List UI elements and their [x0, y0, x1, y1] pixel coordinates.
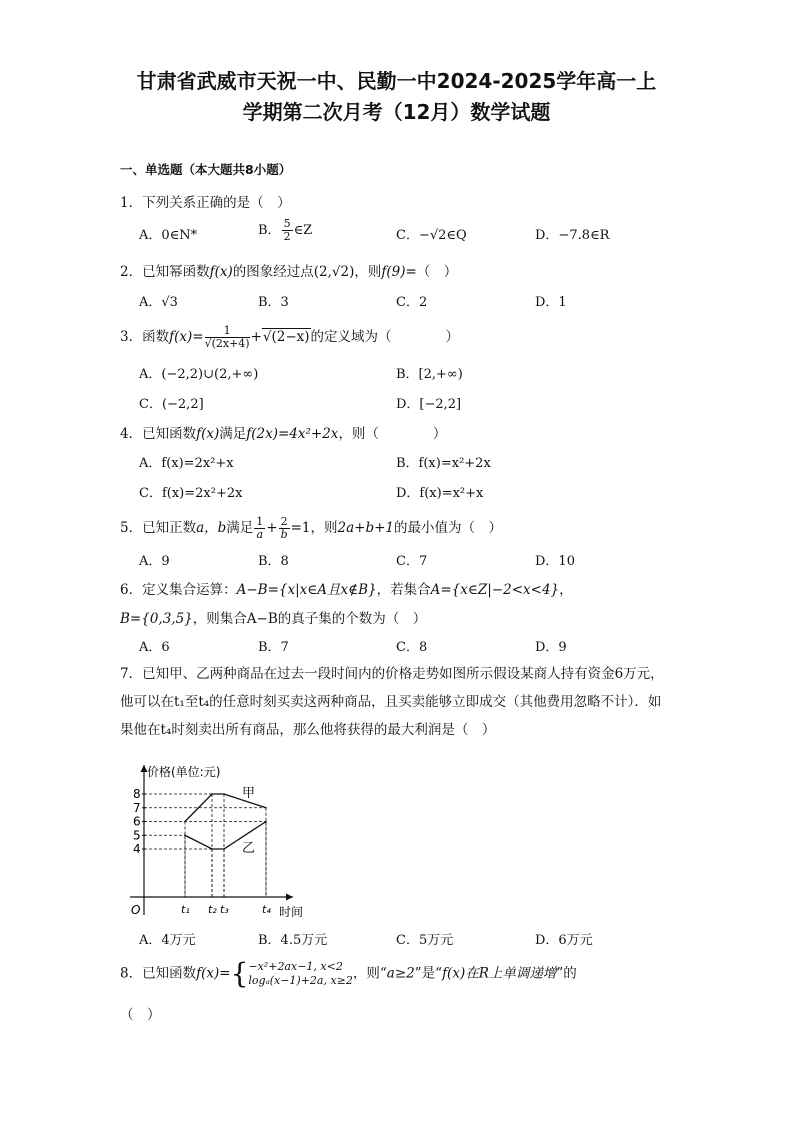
q7-price-chart: [125, 757, 315, 927]
q3-option-b: B．[2,+∞): [396, 367, 463, 382]
section-heading: 一、单选题（本大题共8小题）: [120, 162, 292, 177]
series-point: [211, 793, 213, 795]
q5-frac1-num: 1: [256, 515, 264, 528]
x-tick-label: t₁: [181, 903, 190, 916]
q2-option-d: D．1: [535, 295, 567, 310]
y-tick-label: 6: [133, 814, 141, 829]
q8-stem-mid: ，则“: [352, 965, 387, 982]
q5-stem-mid: 满足: [226, 520, 254, 536]
q2-option-a: A．√3: [139, 295, 178, 310]
q8-brace: {: [230, 957, 249, 990]
q5-option-d: D．10: [535, 554, 575, 569]
q4-option-a: A．f(x)=2x²+x: [139, 456, 234, 471]
q5-stem-post: 的最小值为（ ）: [394, 520, 503, 536]
series-point: [211, 848, 213, 850]
q2-f9: f(9): [381, 264, 406, 280]
q8-stem-mid2: ”是“: [414, 965, 443, 982]
q8-fx: f(x)=: [196, 965, 231, 982]
q8-condition: a≥2: [386, 965, 415, 982]
x-axis-label: 时间: [279, 905, 304, 919]
series-label-yi: 乙: [242, 841, 256, 856]
q4-fx: f(x): [196, 426, 220, 442]
y-tick-label: 7: [133, 800, 141, 815]
q6-line1-end: ，: [559, 582, 573, 598]
q6-set-b: B={0,3,5}: [120, 611, 193, 627]
q8-paren: （ ）: [120, 1007, 161, 1023]
q5-eq: =1: [290, 520, 311, 536]
q5-stem-pre: 5．已知正数: [120, 520, 197, 536]
q6-set-a: A={x∈Z|−2<x<4}: [430, 582, 560, 598]
x-tick-label: t₄: [262, 903, 271, 916]
y-axis-label: 价格(单位:元): [147, 765, 221, 779]
q3-den: √(2x+4): [204, 337, 250, 350]
y-tick-label: 8: [133, 787, 141, 801]
q2-point: (2,√2): [313, 264, 355, 280]
series-point: [184, 834, 186, 836]
q5-stem: 5．已知正数a，b满足 $\frac{1}{a}$ + $\frac{2}{b}$ =1，则2a+b+1的最小值为（ ）: [120, 515, 503, 541]
q1-b-num: 5: [283, 217, 291, 230]
q6-option-c: C．8: [396, 640, 428, 655]
q5-frac1-den: a: [256, 528, 264, 541]
q2-option-c: C．2: [396, 295, 428, 310]
q8-pieces: [248, 960, 353, 988]
q6-line1-pre: 6．定义集合运算：: [120, 582, 237, 598]
x-tick-label: t₂: [208, 903, 217, 916]
q4-option-c: C．f(x)=2x²+2x: [139, 486, 243, 501]
q5-option-a: A．9: [139, 554, 170, 569]
q5-option-b: B．8: [258, 554, 289, 569]
title-line-2: 学期第二次月考（12月）数学试题: [242, 100, 551, 124]
q7-stem: 7．已知甲、乙两种商品在过去一段时间内的价格走势如图所示假设某商人持有资金6万元，他可以在t₁至t₄的任意时刻买卖这两种商品，且买卖能够立即成交（其他费用忽略不计）．如果他在t₄时刻卖出所有商品，那么他将获得的最大利润是（ ）: [120, 666, 664, 738]
q5-expr: 2a+b+1: [337, 520, 395, 536]
q1-option-d: D．−7.8∈R: [535, 228, 610, 243]
q5-frac-2: [279, 516, 290, 541]
q4-relation: f(2x)=4x²+2x: [246, 426, 339, 442]
q4-stem: [120, 424, 446, 444]
q7-option-c: C．5万元: [396, 933, 454, 948]
q2-stem-pre: 2．已知幂函数: [120, 264, 210, 280]
q8-conclusion: f(x)在R上单调递增: [442, 965, 557, 982]
q6-option-b: B．7: [258, 640, 289, 655]
series-label-jia: 甲: [242, 786, 256, 801]
q8-piece-2: logₐ(x−1)+2a, x≥2: [248, 974, 353, 987]
q2-option-b: B．3: [258, 295, 289, 310]
q8-stem: [120, 957, 577, 990]
q8-stem-pre: 8．已知函数: [120, 965, 197, 982]
q5-frac2-num: 2: [280, 515, 288, 528]
series-point: [184, 821, 186, 823]
q3-num: 1: [205, 325, 250, 338]
title-line-1: 甘肃省武威市天祝一中、民勤一中2024-2025学年高一上: [136, 69, 657, 93]
q5-vars: a，b: [196, 520, 227, 536]
y-tick-label: 4: [133, 842, 141, 856]
q4-option-d: D．f(x)=x²+x: [396, 486, 484, 501]
series-point: [265, 821, 267, 823]
q3-stem-pre: 3．函数: [120, 329, 170, 345]
q2-stem-post: ，则: [354, 264, 382, 280]
q1-option-a: A．0∈N*: [139, 228, 198, 243]
q1-b-label: B．: [258, 223, 281, 238]
q6-line-1: [120, 580, 573, 600]
q1-stem: 1．下列关系正确的是（ ）: [120, 195, 291, 211]
series-point: [265, 807, 267, 809]
q1-b-fraction: [282, 218, 293, 243]
q1-option-b: [258, 218, 312, 243]
q6-option-a: A．6: [139, 640, 170, 655]
q7-option-a: A．4万元: [139, 933, 196, 948]
q3-stem-post: 的定义域为（ ）: [310, 329, 460, 345]
q7-option-d: D．6万元: [535, 933, 593, 948]
q2-stem-end: =（ ）: [405, 264, 458, 280]
q3-fraction: [205, 325, 250, 350]
q4-stem-mid: 满足: [219, 426, 247, 442]
q6-line-2: [120, 609, 426, 629]
q5-option-c: C．7: [396, 554, 428, 569]
q4-stem-post: ，则（ ）: [338, 426, 447, 442]
q3-root: √(2−x): [262, 329, 310, 345]
y-tick-label: 5: [133, 828, 141, 843]
q2-fx: f(x): [209, 264, 233, 280]
q5-frac-1: [254, 516, 265, 541]
q7-option-b: B．4.5万元: [258, 933, 328, 948]
series-point: [223, 793, 225, 795]
q3-plus: +: [250, 329, 262, 345]
q8-piece-1: −x²+2ax−1, x<2: [248, 960, 343, 973]
q6-line2-post: ，则集合A−B的真子集的个数为（ ）: [192, 611, 427, 627]
q3-option-d: D．[−2,2]: [396, 397, 462, 412]
q4-stem-pre: 4．已知函数: [120, 426, 197, 442]
q4-option-b: B．f(x)=x²+2x: [396, 456, 491, 471]
q5-frac2-den: b: [280, 528, 288, 541]
q1-b-den: 2: [283, 230, 291, 243]
q6-option-d: D．9: [535, 640, 567, 655]
q5-stem-mid2: ，则: [310, 520, 338, 536]
q2-stem-mid: 的图象经过点: [232, 264, 314, 280]
q1-b-rel: ∈Z: [293, 223, 313, 238]
q6-line1-mid: ，若集合: [376, 582, 431, 598]
q6-definition: A−B={x|x∈A且x∉B}: [236, 582, 377, 598]
origin-label: O: [131, 903, 141, 917]
x-tick-label: t₃: [220, 903, 229, 916]
q1-option-c: C．−√2∈Q: [396, 228, 467, 243]
q3-fx: f(x)=: [169, 329, 204, 345]
q3-option-c: C．(−2,2]: [139, 397, 204, 412]
q8-stem-end: ”的: [556, 965, 577, 982]
q2-stem: [120, 262, 457, 282]
series-point: [223, 848, 225, 850]
q3-stem: [120, 323, 459, 351]
q3-option-a: A．(−2,2)∪(2,+∞): [139, 367, 259, 382]
